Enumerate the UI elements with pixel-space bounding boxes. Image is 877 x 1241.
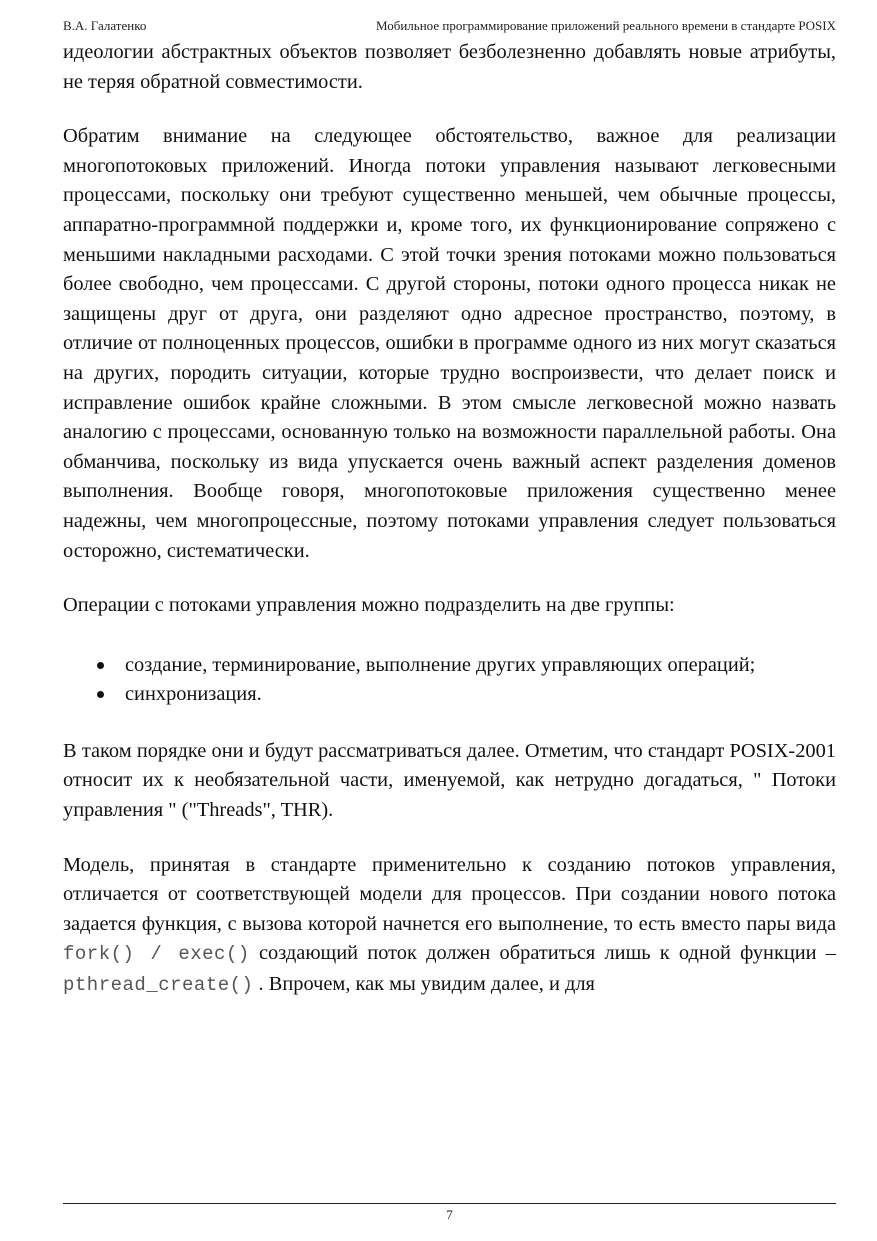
list-item (63, 680, 836, 710)
list-item (63, 651, 836, 681)
paragraph-5-text-1: Модель, принятая в стандарте применительно к созданию потоков управления, отличается от соответствующей модели для процессов. При создании нового потока задается функция, с вызова которой начнется его выполнение, то есть вместо пары вида (63, 853, 836, 935)
list-item-text: создание, терминирование, выполнение других управляющих операций; (125, 653, 756, 676)
list-item-text: синхронизация. (125, 683, 262, 706)
paragraph-3: Операции с потоками управления можно подразделить на две группы: (63, 594, 675, 617)
document-page (63, 0, 836, 1241)
page-number: 7 (446, 1207, 453, 1222)
paragraph-2: Обратим внимание на следующее обстоятельство, важное для реализации многопотоковых приложений. Иногда потоки управления называют легковесными процессами, поскольку они требуют существенно меньшей, чем обычные процессы, аппаратно-программной поддержки и, кроме того, их функционирование сопряжено с меньшими накладными расходами. С этой точки зрения потоками можно пользоваться более свободно, чем процессами. С другой стороны, потоки одного процесса никак не защищены друг от друга, они разделяют одно адресное пространство, поэтому, в отличие от полноценных процессов, ошибки в программе одного из них могут сказаться на других, породить ситуации, которые трудно воспроизвести, что делает поиск и исправление ошибок крайне сложными. В этом смысле легковесной можно назвать аналогию с процессами, основанную только на возможности параллельной работы. Она обманчива, поскольку из вида упускается очень важный аспект разделения доменов выполнения. Вообще говоря, многопотоковые приложения существенно менее надежны, чем многопроцессные, поэтому потоками управления следует пользоваться осторожно, систематически. (63, 125, 836, 562)
paragraph-5-text-2: создающий поток должен обратиться лишь к одной функции – (258, 942, 836, 965)
header-title: Мобильное программирование приложений реального времени в стандарте POSIX (376, 18, 836, 33)
paragraph-5 (63, 851, 836, 1001)
paragraph-5-text-3: . Впрочем, как мы увидим далее, и для (258, 973, 595, 996)
bullet-icon (97, 662, 104, 669)
header-author: В.А. Галатенко (63, 18, 147, 33)
bullet-icon (97, 691, 104, 698)
paragraph-1: идеологии абстрактных объектов позволяет безболезненно добавлять новые атрибуты, не теряя обратной совместимости. (63, 41, 836, 93)
footer-divider (63, 1203, 836, 1204)
bullet-list (63, 651, 836, 710)
code-fork-exec: fork() / exec() (63, 943, 250, 966)
document-body (63, 38, 836, 1001)
running-header (63, 16, 836, 36)
paragraph-4: В таком порядке они и будут рассматриваться далее. Отметим, что стандарт POSIX-2001 относит их к необязательной части, именуемой, как нетрудно догадаться, " Потоки управления " ("Threads", THR). (63, 739, 836, 822)
code-pthread-create: pthread_create() (63, 974, 254, 997)
